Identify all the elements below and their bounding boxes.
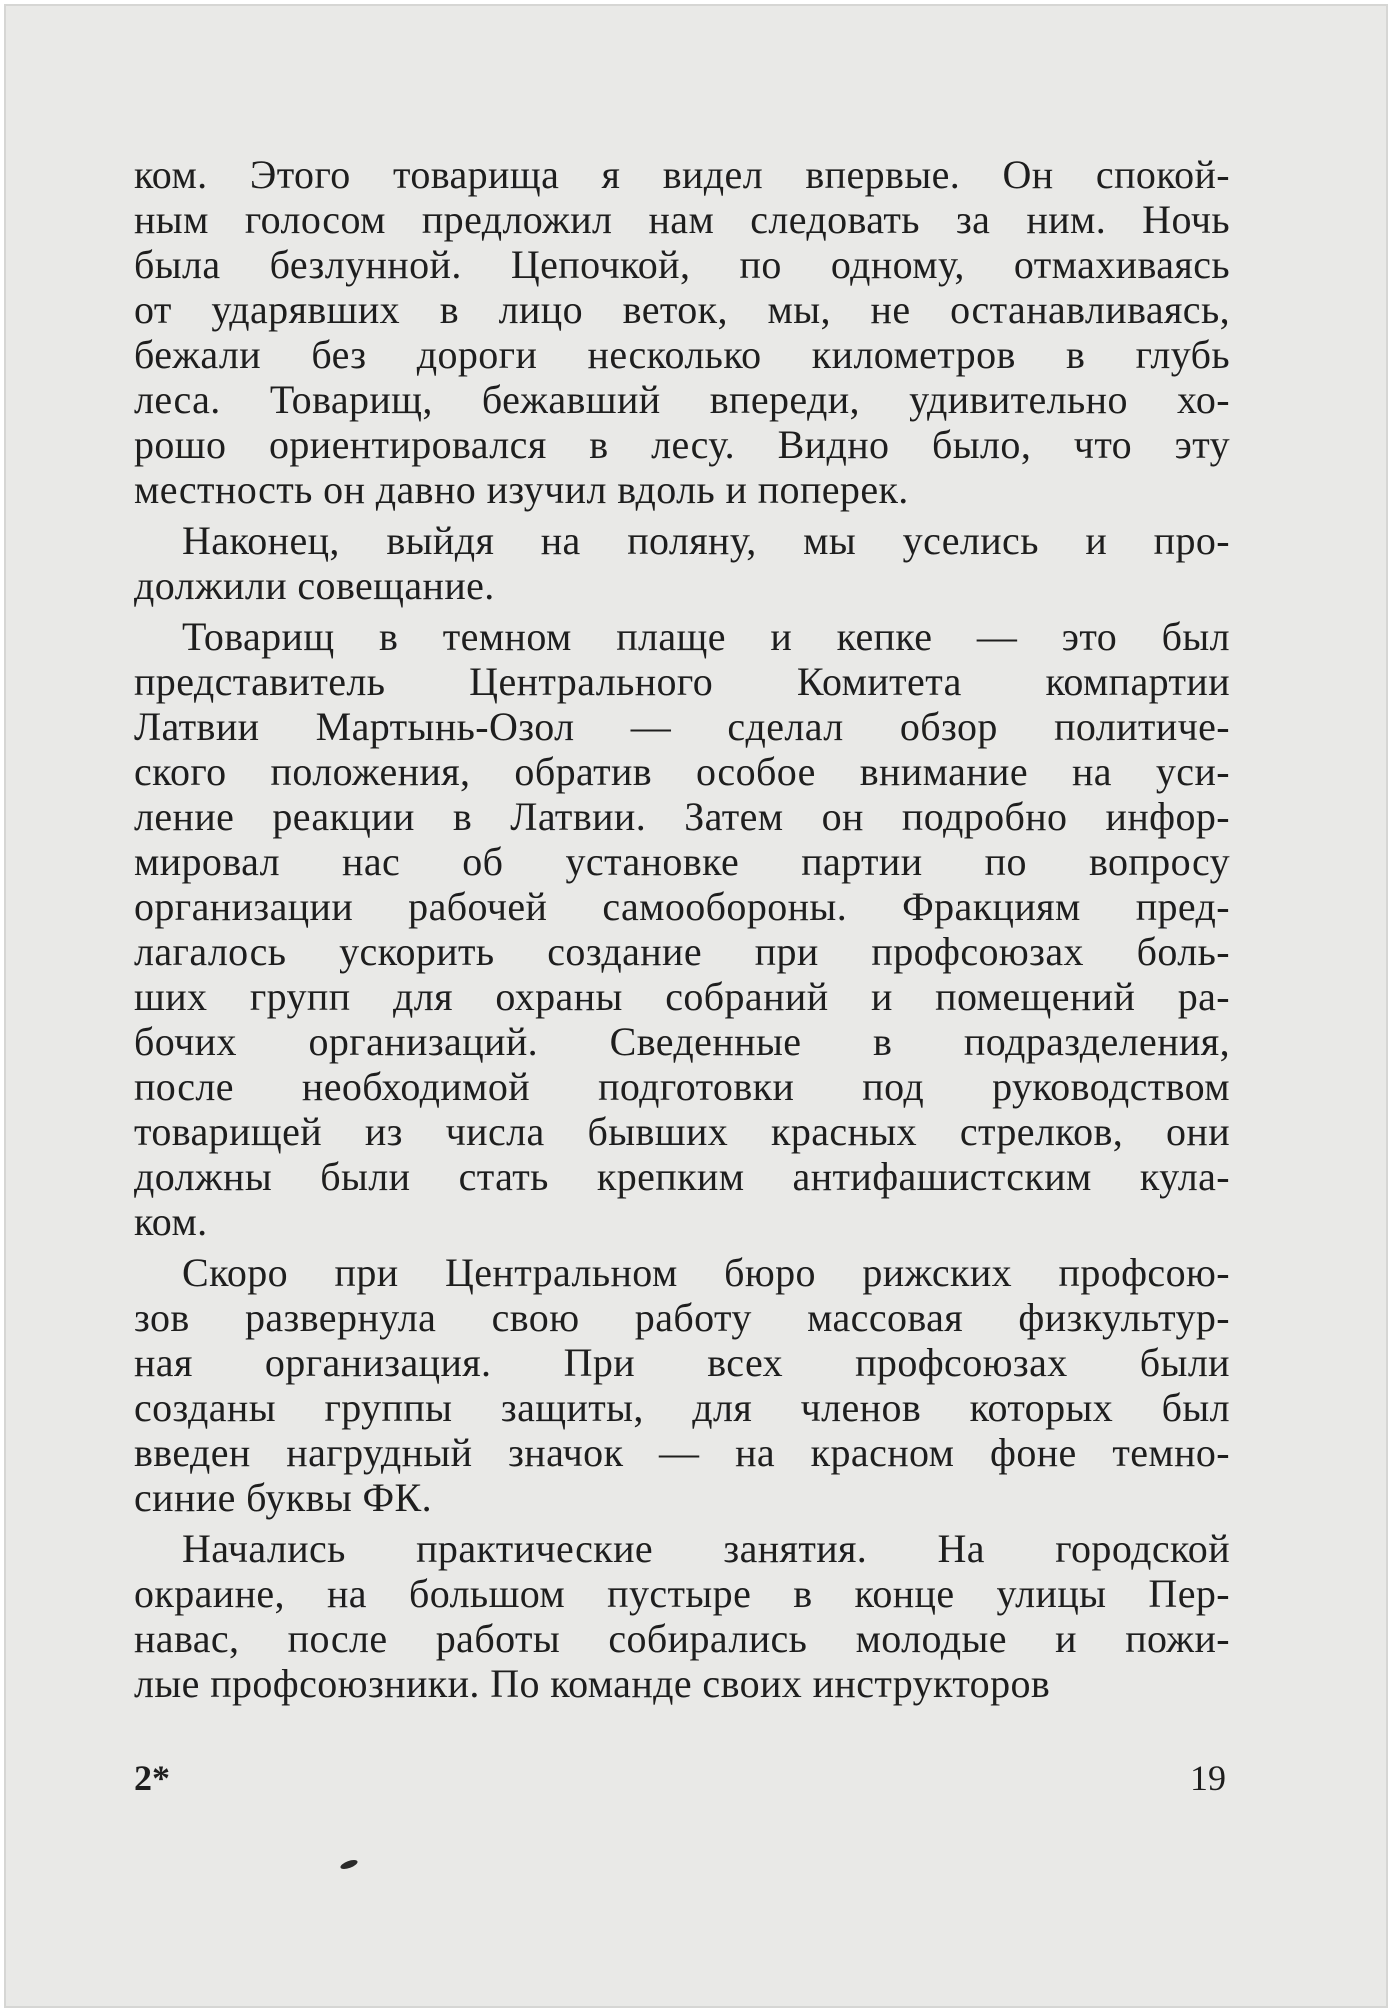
text-line: от ударявших в лицо веток, мы, не останавливаясь, [134, 287, 1230, 332]
text-line: после необходимой подготовки под руководством [134, 1064, 1230, 1109]
text-line: Товарищ в темном плаще и кепке — это был [182, 614, 1230, 659]
text-line: созданы группы защиты, для членов которых был [134, 1385, 1230, 1430]
text-line: ком. [134, 1199, 208, 1244]
paragraph [134, 1526, 1230, 1706]
text-line: лые профсоюзники. По команде своих инструкторов [134, 1661, 1051, 1706]
paragraph [134, 1250, 1230, 1520]
text-line: Начались практические занятия. На городской [182, 1526, 1230, 1571]
text-line: бочих организаций. Сведенные в подразделения, [134, 1019, 1230, 1064]
page-number: 19 [1190, 1758, 1226, 1798]
text-line: ком. Этого товарища я видел впервые. Он спокой- [134, 152, 1230, 197]
text-line: ших групп для охраны собраний и помещений ра- [134, 974, 1230, 1019]
text-line: рошо ориентировался в лесу. Видно было, что эту [134, 422, 1230, 467]
text-line: зов развернула свою работу массовая физкультур- [134, 1295, 1230, 1340]
signature-mark: 2* [134, 1758, 170, 1798]
book-page [4, 4, 1388, 2008]
text-line: Скоро при Центральном бюро рижских профсою- [182, 1250, 1230, 1295]
text-line: товарищей из числа бывших красных стрелков, они [134, 1109, 1230, 1154]
paragraph [134, 614, 1230, 1244]
text-line: ная организация. При всех профсоюзах были [134, 1340, 1230, 1385]
text-line: представитель Центрального Комитета компартии [134, 659, 1230, 704]
text-line: лагалось ускорить создание при профсоюзах боль- [134, 929, 1230, 974]
text-line: была безлунной. Цепочкой, по одному, отмахиваясь [134, 242, 1230, 287]
text-line: ского положения, обратив особое внимание на уси- [134, 749, 1230, 794]
text-line: должили совещание. [134, 563, 495, 608]
text-line: ление реакции в Латвии. Затем он подробно инфор- [134, 794, 1230, 839]
text-line: леса. Товарищ, бежавший впереди, удивительно хо- [134, 377, 1230, 422]
text-line: мировал нас об установке партии по вопросу [134, 839, 1230, 884]
text-line: бежали без дороги несколько километров в глубь [134, 332, 1230, 377]
text-line: навас, после работы собирались молодые и пожи- [134, 1616, 1230, 1661]
text-line: Латвии Мартынь-Озол — сделал обзор политиче- [134, 704, 1230, 749]
text-line: ным голосом предложил нам следовать за ним. Ночь [134, 197, 1230, 242]
ink-speck [339, 1858, 358, 1871]
text-line: Наконец, выйдя на поляну, мы уселись и про- [182, 518, 1230, 563]
text-line: синие буквы ФК. [134, 1475, 433, 1520]
text-line: окраине, на большом пустыре в конце улицы Пер- [134, 1571, 1230, 1616]
body-text [134, 152, 1230, 1706]
text-line: местность он давно изучил вдоль и поперек. [134, 467, 909, 512]
paragraph [134, 518, 1230, 608]
text-line: должны были стать крепким антифашистским кула- [134, 1154, 1230, 1199]
text-line: организации рабочей самообороны. Фракциям пред- [134, 884, 1230, 929]
text-line: введен нагрудный значок — на красном фоне темно- [134, 1430, 1230, 1475]
paragraph [134, 152, 1230, 512]
